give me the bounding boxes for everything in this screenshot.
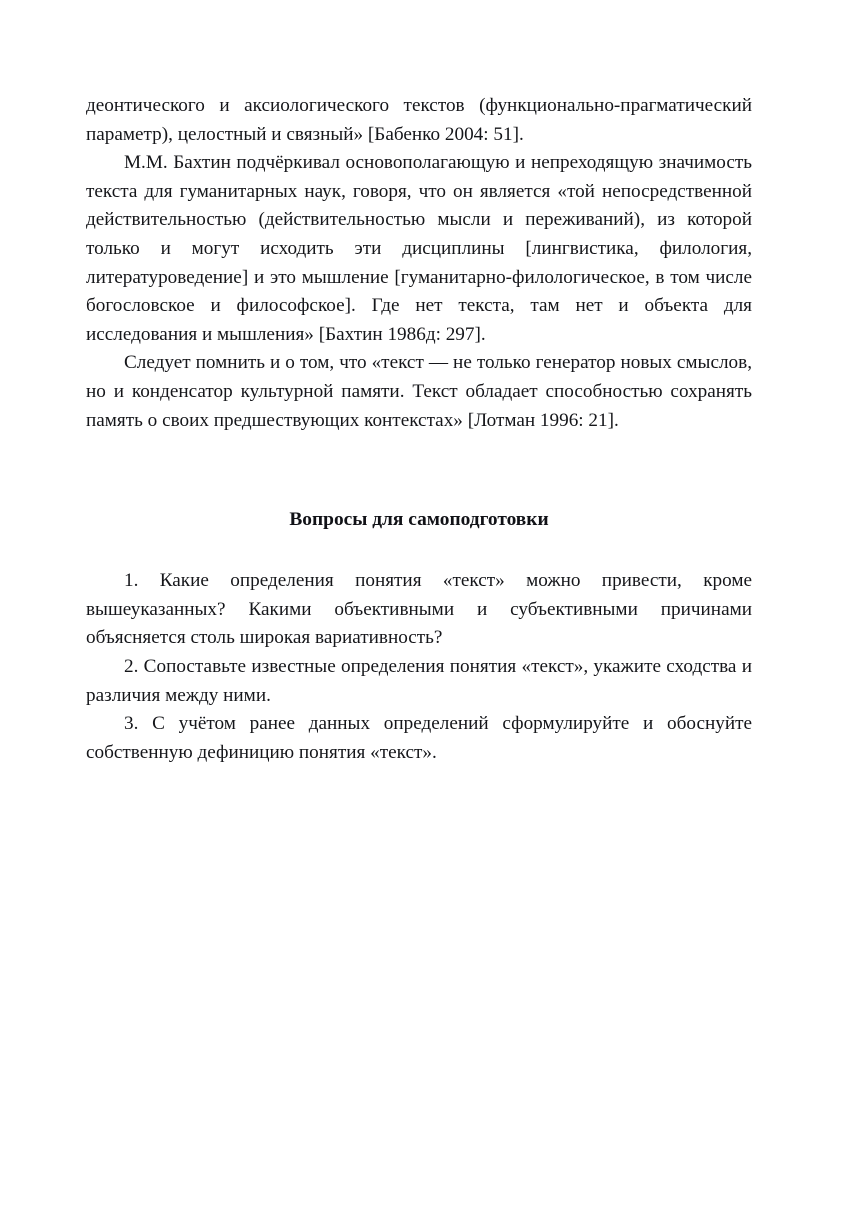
page-content: [86, 92, 752, 767]
spacer-after-heading: [86, 531, 752, 567]
list-item: 3. С учётом ранее данных определений сформулируйте и обоснуйте собственную дефиницию понятия «текст».: [86, 713, 752, 763]
paragraph-lotman: Следует помнить и о том, что «текст — не только генератор новых смыслов, но и конденсатор культурной памяти. Текст обладает способностью сохранять память о своих предшествующих контекстах» [Лотман 1996: 21].: [86, 352, 752, 431]
questions-list: [86, 567, 752, 767]
paragraph-bakhtin: М.М. Бахтин подчёркивал основополагающую и непреходящую значимость текста для гуманитарных наук, говоря, что он является «той непосредственной действительностью (действительностью мысли и переживаний), из которой только и могут исходить эти дисциплины [лингвистика, филология, литературоведение] и это мышление [гуманитарно-филологическое, в том числе богословское и философское]. Где нет текста, там нет и объекта для исследования и мышления» [Бахтин 1986д: 297].: [86, 152, 752, 345]
list-item: 1. Какие определения понятия «текст» можно привести, кроме вышеуказанных? Какими объективными и субъективными причинами объясняется столь широкая вариативность?: [86, 570, 752, 649]
paragraph-continuation: деонтического и аксиологического текстов (функционально-прагматический параметр), целостный и связный» [Бабенко 2004: 51].: [86, 95, 752, 145]
section-heading: Вопросы для самоподготовки: [289, 509, 549, 531]
list-item: 2. Сопоставьте известные определения понятия «текст», укажите сходства и различия между ними.: [86, 655, 752, 706]
spacer-before-heading: [86, 435, 752, 509]
